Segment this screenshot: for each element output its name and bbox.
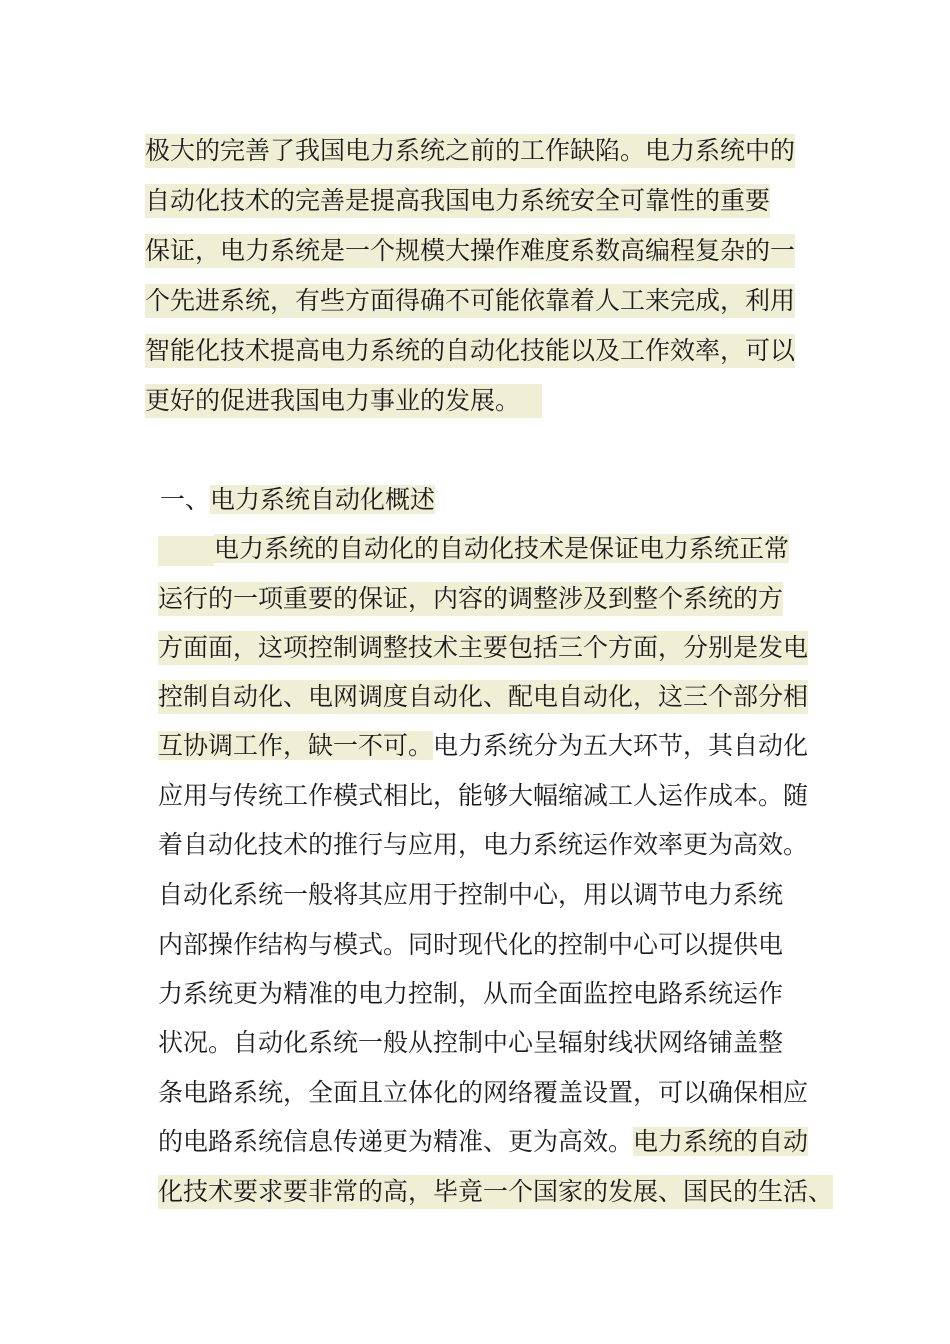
paragraph2-line-1 (158, 532, 789, 566)
paragraph2-line-6: 应用与传统工作模式相比，能够大幅缩减工人运作成本。随 (158, 781, 809, 810)
paragraph1-line-5: 智能化技术提高电力系统的自动化技能以及工作效率，可以 (145, 334, 795, 368)
paragraph2-line-2: 运行的一项重要的保证，内容的调整涉及到整个系统的方 (158, 582, 783, 616)
paragraph2-line-10: 力系统更为精准的电力控制，从而全面监控电路系统运作 (158, 979, 784, 1008)
paragraph1-line-4: 个先进系统，有些方面得确不可能依靠着人工来完成，利用 (145, 284, 795, 318)
paragraph2-line-13-highlight: 电力系统的自动 (633, 1127, 809, 1156)
paragraph2-line-9: 内部操作结构与模式。同时现代化的控制中心可以提供电 (158, 930, 784, 959)
paragraph1-line-3: 保证，电力系统是一个规模大操作难度系数高编程复杂的一 (145, 234, 795, 268)
section-heading-title: 电力系统自动化概述 (210, 485, 436, 514)
paragraph2-line-11: 状况。自动化系统一般从控制中心呈辐射线状网络铺盖整 (158, 1028, 784, 1057)
paragraph2-line-4: 控制自动化、电网调度自动化、配电自动化，这三个部分相 (158, 680, 808, 714)
paragraph2-line-13-text: 的电路系统信息传递更为精准、更为高效。 (158, 1127, 634, 1156)
section-heading-number: 一、 (160, 485, 211, 514)
paragraph2-line-1-text: 电力系统的自动化的自动化技术是保证电力系统正常 (214, 534, 790, 563)
paragraph2-line-5 (158, 729, 808, 763)
paragraph2-line-5-text: 电力系统分为五大环节，其自动化 (433, 731, 809, 760)
paragraph2-line-13 (158, 1125, 808, 1159)
section-heading (160, 483, 435, 517)
paragraph-indent (158, 536, 214, 566)
paragraph1-line-6: 更好的促进我国电力事业的发展。 (145, 384, 542, 418)
paragraph1-line-2: 自动化技术的完善是提高我国电力系统安全可靠性的重要 (145, 184, 770, 218)
paragraph2-line-5-highlight: 互协调工作，缺一不可。 (158, 731, 434, 760)
paragraph1-line-1: 极大的完善了我国电力系统之前的工作缺陷。电力系统中的 (145, 134, 795, 168)
paragraph2-line-14: 化技术要求要非常的高，毕竟一个国家的发展、国民的生活、 (158, 1175, 833, 1209)
paragraph2-line-3: 方面面，这项控制调整技术主要包括三个方面，分别是发电 (158, 631, 808, 665)
paragraph2-line-8: 自动化系统一般将其应用于控制中心，用以调节电力系统 (158, 880, 784, 909)
paragraph2-line-7: 着自动化技术的推行与应用，电力系统运作效率更为高效。 (158, 830, 809, 859)
paragraph2-line-12: 条电路系统，全面且立体化的网络覆盖设置，可以确保相应 (158, 1078, 809, 1107)
